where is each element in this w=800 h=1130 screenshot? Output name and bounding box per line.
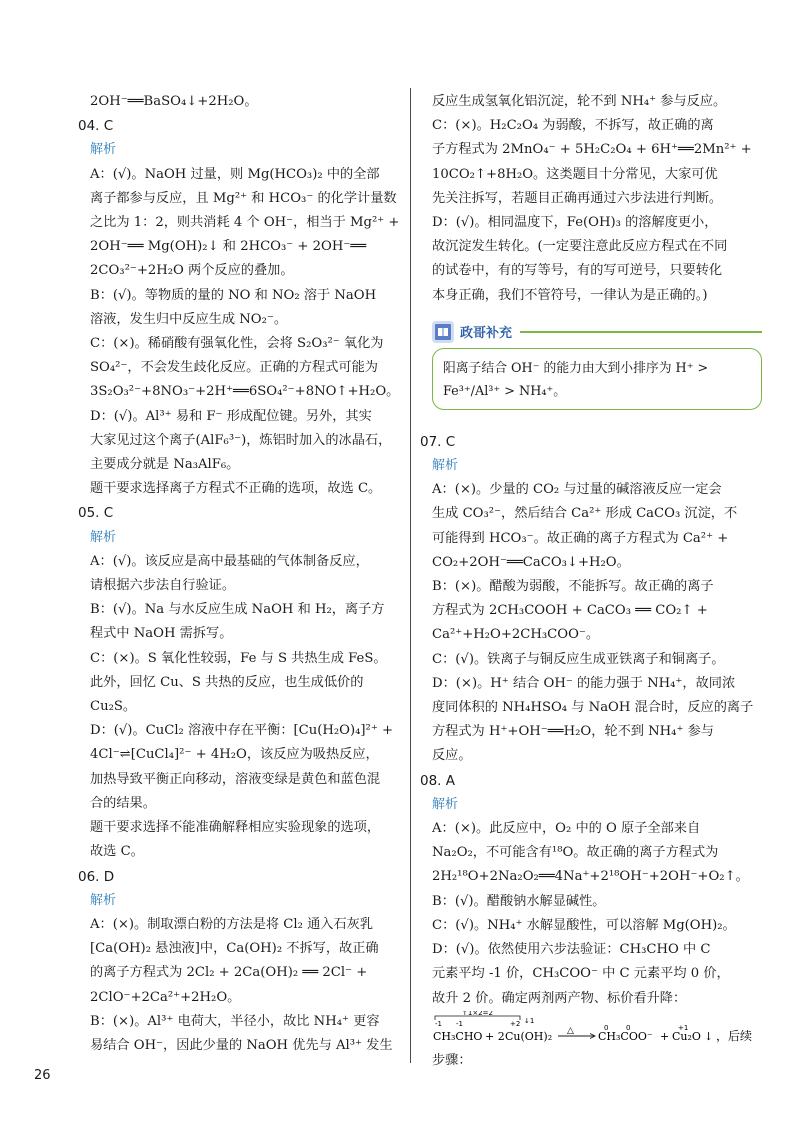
text-line: 故升 2 价。确定两剂两产物、标价看升降： <box>432 990 687 1006</box>
note-line: Fe³⁺/Al³⁺ > NH₄⁺。 <box>443 383 567 399</box>
text-line: 反应生成氢氧化铝沉淀，轮不到 NH₄⁺ 参与反应。 <box>432 94 727 109</box>
text-line: 方程式为 2CH₃COOH + CaCO₃ ══ CO₂↑ + <box>432 603 708 619</box>
text-line: Na₂O₂，不可能含有¹⁸O。故正确的离子方程式为 <box>432 845 719 861</box>
oxidation-value: 0 <box>626 1023 631 1032</box>
text-line: A：(×)。少量的 CO₂ 与过量的碱溶液反应一定会 <box>432 482 722 498</box>
text-line: 反应。 <box>432 748 472 764</box>
note-rule <box>520 331 762 333</box>
precipitate-arrow: ↓ <box>704 1029 714 1043</box>
text-line: 4Cl⁻⇌[CuCl₄]²⁻ + 4H₂O，该反应为吸热反应， <box>90 747 379 763</box>
text-line: Cu₂S。 <box>90 699 137 715</box>
question-number: 07. C <box>420 433 456 450</box>
question-04 <box>78 114 423 501</box>
text-line: [Ca(OH)₂ 悬浊液]中，Ca(OH)₂ 不拆写，故正确 <box>90 941 379 957</box>
question-07 <box>420 430 762 769</box>
oxidation-value: 0 <box>604 1023 609 1032</box>
text-line: 程式中 NaOH 需拆写。 <box>90 626 233 642</box>
oxidation-state-equation <box>432 1011 762 1049</box>
text-line: D：(√)。依然使用六步法验证：CH₃CHO 中 C <box>432 942 711 958</box>
text-line: 本身正确，我们不管符号，一律认为是正确的。) <box>432 287 708 303</box>
text-line: 题干要求选择离子方程式不正确的选项，故选 C。 <box>90 481 382 497</box>
question-number: 05. C <box>78 505 114 522</box>
text-line: A：(√)。该反应是高中最基础的气体制备反应， <box>90 553 369 569</box>
text-line: 请根据六步法自行验证。 <box>90 578 236 594</box>
text-line: 溶液，发生归中反应生成 NO₂⁻。 <box>90 311 288 327</box>
text-line: B：(√)。Na 与水反应生成 NaOH 和 H₂，离子方 <box>90 602 385 618</box>
analysis-heading: 解析 <box>432 796 459 812</box>
product-1: CH₃COO⁻ <box>598 1029 653 1043</box>
text-line: C：(×)。H₂C₂O₄ 为弱酸，不拆写，故正确的离 <box>432 118 714 134</box>
reactant-1: CH₃CHO <box>433 1029 483 1043</box>
text-line: D：(√)。CuCl₂ 溶液中存在平衡：[Cu(H₂O)₄]²⁺ + <box>90 723 394 739</box>
text-line: 可能得到 HCO₃⁻。故正确的离子方程式为 Ca²⁺ + <box>432 530 729 546</box>
text-line: 的离子方程式为 2Cl₂ + 2Ca(OH)₂ ══ 2Cl⁻ + <box>90 965 368 981</box>
followup-text: ，后续 <box>716 1028 753 1043</box>
text-line: 主要成分就是 Na₃AlF₆。 <box>90 457 240 473</box>
text-line: A：(×)。此反应中，O₂ 中的 O 原子全部来自 <box>432 821 701 837</box>
text-line: D：(×)。H⁺ 结合 OH⁻ 的能力强于 NH₄⁺，故同浓 <box>432 675 736 691</box>
product-2: Cu₂O <box>672 1029 701 1043</box>
analysis-heading: 解析 <box>90 142 117 158</box>
page-number: 26 <box>34 1068 51 1083</box>
text-line: 加热导致平衡正向移动，溶液变绿是黄色和蓝色混 <box>90 771 381 787</box>
bracket-label: ↑1×2=2 <box>462 1010 493 1017</box>
text-line: 易结合 OH⁻，因此少量的 NaOH 优先与 Al³⁺ 发生 <box>90 1037 393 1053</box>
question-number: 04. C <box>78 118 114 135</box>
text-line: 度同体积的 NH₄HSO₄ 与 NaOH 混合时，反应的离子 <box>432 700 754 716</box>
text-line: 合的结果。 <box>90 795 156 811</box>
text-line: D：(√)。相同温度下，Fe(OH)₃ 的溶解度更小， <box>432 215 718 231</box>
text-line: B：(√)。醋酸钠水解显碱性。 <box>432 893 606 909</box>
right-column <box>420 90 762 1073</box>
text-line: 子方程式为 2MnO₄⁻ + 5H₂C₂O₄ + 6H⁺══2Mn²⁺ + <box>432 142 752 158</box>
question-08 <box>420 769 762 1073</box>
text-line: 2CO₃²⁻+2H₂O 两个反应的叠加。 <box>90 263 294 279</box>
text-line: 元素平均 -1 价，CH₃COO⁻ 中 C 元素平均 0 价， <box>432 966 730 982</box>
text-line: 大家见过这个离子(AlF₆³⁻)，炼铝时加入的冰晶石， <box>90 432 392 448</box>
text-line: B：(×)。醋酸为弱酸，不能拆写。故正确的离子 <box>432 579 714 595</box>
continued-equation: 2OH⁻══BaSO₄↓+2H₂O。 <box>90 94 258 109</box>
text-line: C：(√)。铁离子与铜反应生成亚铁离子和铜离子。 <box>432 651 725 667</box>
text-line: 3S₂O₃²⁻+8NO₃⁻+2H⁺══6SO₄²⁻+8NO↑+H₂O。 <box>90 384 400 400</box>
text-line: 步骤： <box>432 1052 472 1068</box>
text-line: 10CO₂↑+8H₂O。这类题目十分常见，大家可优 <box>432 166 718 182</box>
text-line: D：(√)。Al³⁺ 易和 F⁻ 形成配位键。另外，其实 <box>90 408 372 424</box>
text-line: 2ClO⁻+2Ca²⁺+2H₂O。 <box>90 989 241 1005</box>
text-line: 2H₂¹⁸O+2Na₂O₂══4Na⁺+2¹⁸OH⁻+2OH⁻+O₂↑。 <box>432 869 749 885</box>
reactant-2: Cu(OH)₂ <box>505 1029 553 1043</box>
text-line: SO₄²⁻，不会发生歧化反应。正确的方程式可能为 <box>90 360 378 376</box>
plus-sign: + <box>660 1029 670 1043</box>
text-line: B：(×)。Al³⁺ 电荷大，半径小，故比 NH₄⁺ 更容 <box>90 1013 380 1029</box>
text-line: 此外，回忆 Cu、S 共热的反应，也生成低价的 <box>90 674 364 690</box>
question-number: 08. A <box>420 772 455 789</box>
equation-graphic <box>432 1011 762 1049</box>
question-05 <box>78 501 423 864</box>
text-line: C：(×)。稀硝酸有强氧化性，会将 S₂O₃²⁻ 氧化为 <box>90 336 384 352</box>
oxidation-value: ↓1 <box>524 1016 535 1025</box>
analysis-heading: 解析 <box>90 529 117 545</box>
text-line: A：(√)。NaOH 过量，则 Mg(HCO₃)₂ 中的全部 <box>90 166 380 182</box>
text-line: 方程式为 H⁺+OH⁻══H₂O，轮不到 NH₄⁺ 参与 <box>432 724 714 740</box>
question-number: 06. D <box>78 868 115 885</box>
text-line: 先关注拆写，若题目正确再通过六步法进行判断。 <box>432 190 723 206</box>
note-title: 政哥补充 <box>460 326 513 342</box>
text-line: 故沉淀发生转化。(一定要注意此反应方程式在不同 <box>432 239 728 255</box>
oxidation-value: +2 <box>510 1019 521 1028</box>
text-line: 之比为 1：2，则共消耗 4 个 OH⁻，相当于 Mg²⁺ + <box>90 215 400 231</box>
note-line: 阳离子结合 OH⁻ 的能力由大到小排序为 H⁺ > <box>443 360 709 376</box>
text-line: 的试卷中，有的写等号，有的写可逆号，只要转化 <box>432 263 723 279</box>
heat-condition: △ <box>567 1025 574 1036</box>
text-line: CO₂+2OH⁻══CaCO₃↓+H₂O。 <box>432 554 630 570</box>
text-line: Ca²⁺+H₂O+2CH₃COO⁻。 <box>432 627 600 643</box>
book-icon <box>432 321 454 343</box>
text-line: 2OH⁻══ Mg(OH)₂↓ 和 2HCO₃⁻ + 2OH⁻══ <box>90 239 367 255</box>
text-line: 题干要求选择不能准确解释相应实验现象的选项， <box>90 820 381 836</box>
supplement-note <box>432 320 762 410</box>
oxidation-value: -1 <box>456 1019 463 1028</box>
oxidation-value: -1 <box>435 1019 442 1028</box>
analysis-heading: 解析 <box>90 892 117 908</box>
text-line: 离子都参与反应，且 Mg²⁺ 和 HCO₃⁻ 的化学计量数 <box>90 190 397 206</box>
analysis-heading: 解析 <box>432 458 459 474</box>
note-box <box>432 348 762 410</box>
text-line: 生成 CO₃²⁻，然后结合 Ca²⁺ 形成 CaCO₃ 沉淀，不 <box>432 506 738 522</box>
plus-sign: + 2 <box>485 1029 505 1043</box>
note-header <box>432 320 762 344</box>
text-line: C：(×)。S 氧化性较弱，Fe 与 S 共热生成 FeS。 <box>90 650 387 666</box>
text-line: C：(√)。NH₄⁺ 水解显酸性，可以溶解 Mg(OH)₂。 <box>432 917 736 933</box>
question-06 <box>78 865 423 1059</box>
oxidation-value: +1 <box>678 1023 689 1032</box>
text-line: A：(×)。制取漂白粉的方法是将 Cl₂ 通入石灰乳 <box>90 916 374 932</box>
text-line: 故选 C。 <box>90 844 144 860</box>
left-column <box>78 90 423 1058</box>
text-line: B：(√)。等物质的量的 NO 和 NO₂ 溶于 NaOH <box>90 287 377 303</box>
